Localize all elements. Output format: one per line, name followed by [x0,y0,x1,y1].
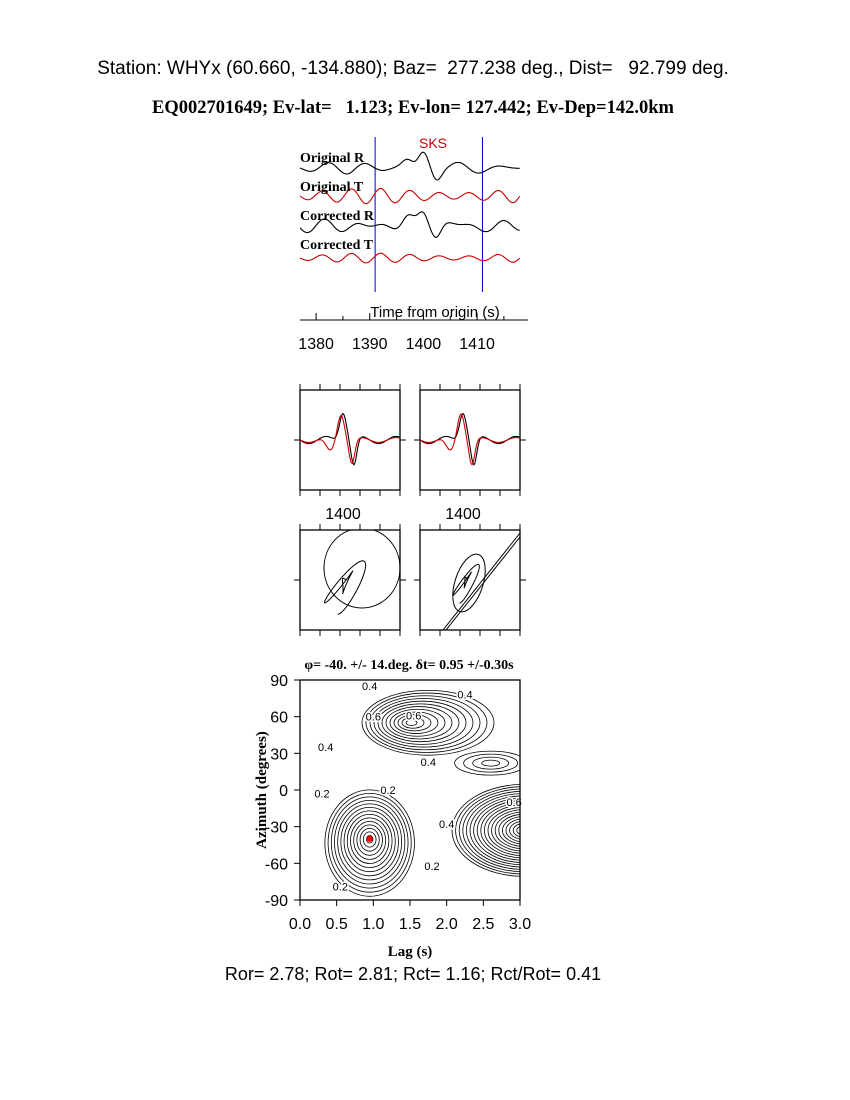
contour-label: 0.4 [420,756,436,769]
azimuth-tick-label: 30 [270,746,288,764]
azimuth-axis-label: Azimuth (degrees) [254,731,270,849]
fast-slow-right-tick-label: 1400 [445,506,481,523]
contour-label: 0.6 [365,711,381,724]
time-tick-label: 1400 [405,336,442,353]
event-info-title: EQ002701649; Ev-lat= 1.123; Ev-lon= 127.442; Ev-Dep=142.0km [152,98,674,118]
azimuth-tick-label: -60 [264,856,288,874]
contour-label: 0.4 [439,819,455,832]
lag-tick-label: 0.5 [325,916,348,933]
contour-line [474,798,575,862]
trace-corrected-t [300,253,520,263]
particle-motion-ellipse-after [446,550,491,616]
contour-line [473,757,509,769]
time-axis-label: Time from origin (s) [370,304,500,321]
contour-line [378,701,466,744]
contour-label: 0.6 [406,710,422,723]
azimuth-tick-label: 90 [270,673,288,690]
lag-axis-label: Lag (s) [387,944,433,960]
contour-line [481,803,567,858]
azimuth-tick-label: -90 [264,893,288,910]
lag-tick-label: 1.0 [362,916,385,933]
particle-motion-line-b [446,537,520,630]
contour-label: 0.2 [424,860,440,873]
fast-slow-panel [294,384,526,523]
lag-tick-label: 3.0 [508,916,532,933]
lag-tick-label: 0.0 [288,916,312,933]
contour-label: 0.2 [332,881,348,894]
azimuth-tick-label: 60 [270,709,288,727]
contour-line [459,789,589,872]
contour-label: 0.6 [506,797,522,810]
contour-line [502,817,545,845]
contour-label: 0.4 [362,681,378,694]
contour-line [374,698,473,747]
contour-line [366,693,487,752]
ratio-summary: Ror= 2.78; Rot= 2.81; Rct= 1.16; Rct/Rot= 0.41 [224,964,602,984]
contour-line [510,821,539,839]
slow-component-before [300,416,400,464]
misfit-grid-panel [254,658,596,960]
misfit-grid-title: φ= -40. +/- 14.deg. δt= 0.95 +/-0.30s [304,658,514,673]
trace-label-corrected-t: Corrected T [300,238,373,253]
contour-line [482,760,500,766]
particle-motion-panel [294,524,526,636]
time-tick-label: 1410 [459,336,495,353]
best-fit-marker [367,836,373,842]
particle-motion-box-before [300,530,400,630]
azimuth-tick-label: 0 [279,783,288,800]
time-tick-label: 1390 [351,336,388,353]
contour-label: 0.2 [314,788,330,801]
station-info-title: Station: WHYx (60.660, -134.880); Baz= 277.238 deg., Dist= 92.799 deg. [97,58,729,79]
contour-line [455,751,527,775]
slow-component-after [420,414,520,465]
contour-line [456,787,593,874]
azimuth-axis-ticks [265,673,300,910]
fast-slow-box-right [420,390,520,490]
particle-motion-ellipse-before [324,528,400,608]
contour-line [484,805,563,856]
azimuth-tick-label: -30 [264,819,288,837]
fast-slow-left-tick-label: 1400 [325,506,361,523]
trace-label-original-r: Original R [300,151,365,166]
contour-label: 0.4 [318,742,334,755]
contour-label: 0.4 [457,689,473,702]
particle-motion-trace-after [453,564,479,603]
fast-slow-box-left [300,390,400,490]
contour-line [495,812,553,849]
lag-axis-ticks [289,900,531,933]
contour-line [517,826,531,835]
time-tick-label: 1380 [298,336,334,353]
contour-line [520,828,527,833]
contour-line [506,819,542,842]
contour-label: 0.2 [380,785,396,797]
particle-motion-box-after [420,530,520,630]
lag-tick-label: 1.5 [398,916,422,933]
waveform-panel [298,135,528,353]
contour-line [492,810,557,851]
lag-tick-label: 2.5 [472,916,495,933]
trace-label-corrected-r: Corrected R [300,209,374,224]
phase-label: SKS [419,135,448,151]
lag-tick-label: 2.0 [435,916,458,933]
contour-line [466,794,581,868]
contour-line [470,796,578,865]
particle-motion-trace-before [325,561,366,614]
trace-label-original-t: Original T [300,180,364,195]
